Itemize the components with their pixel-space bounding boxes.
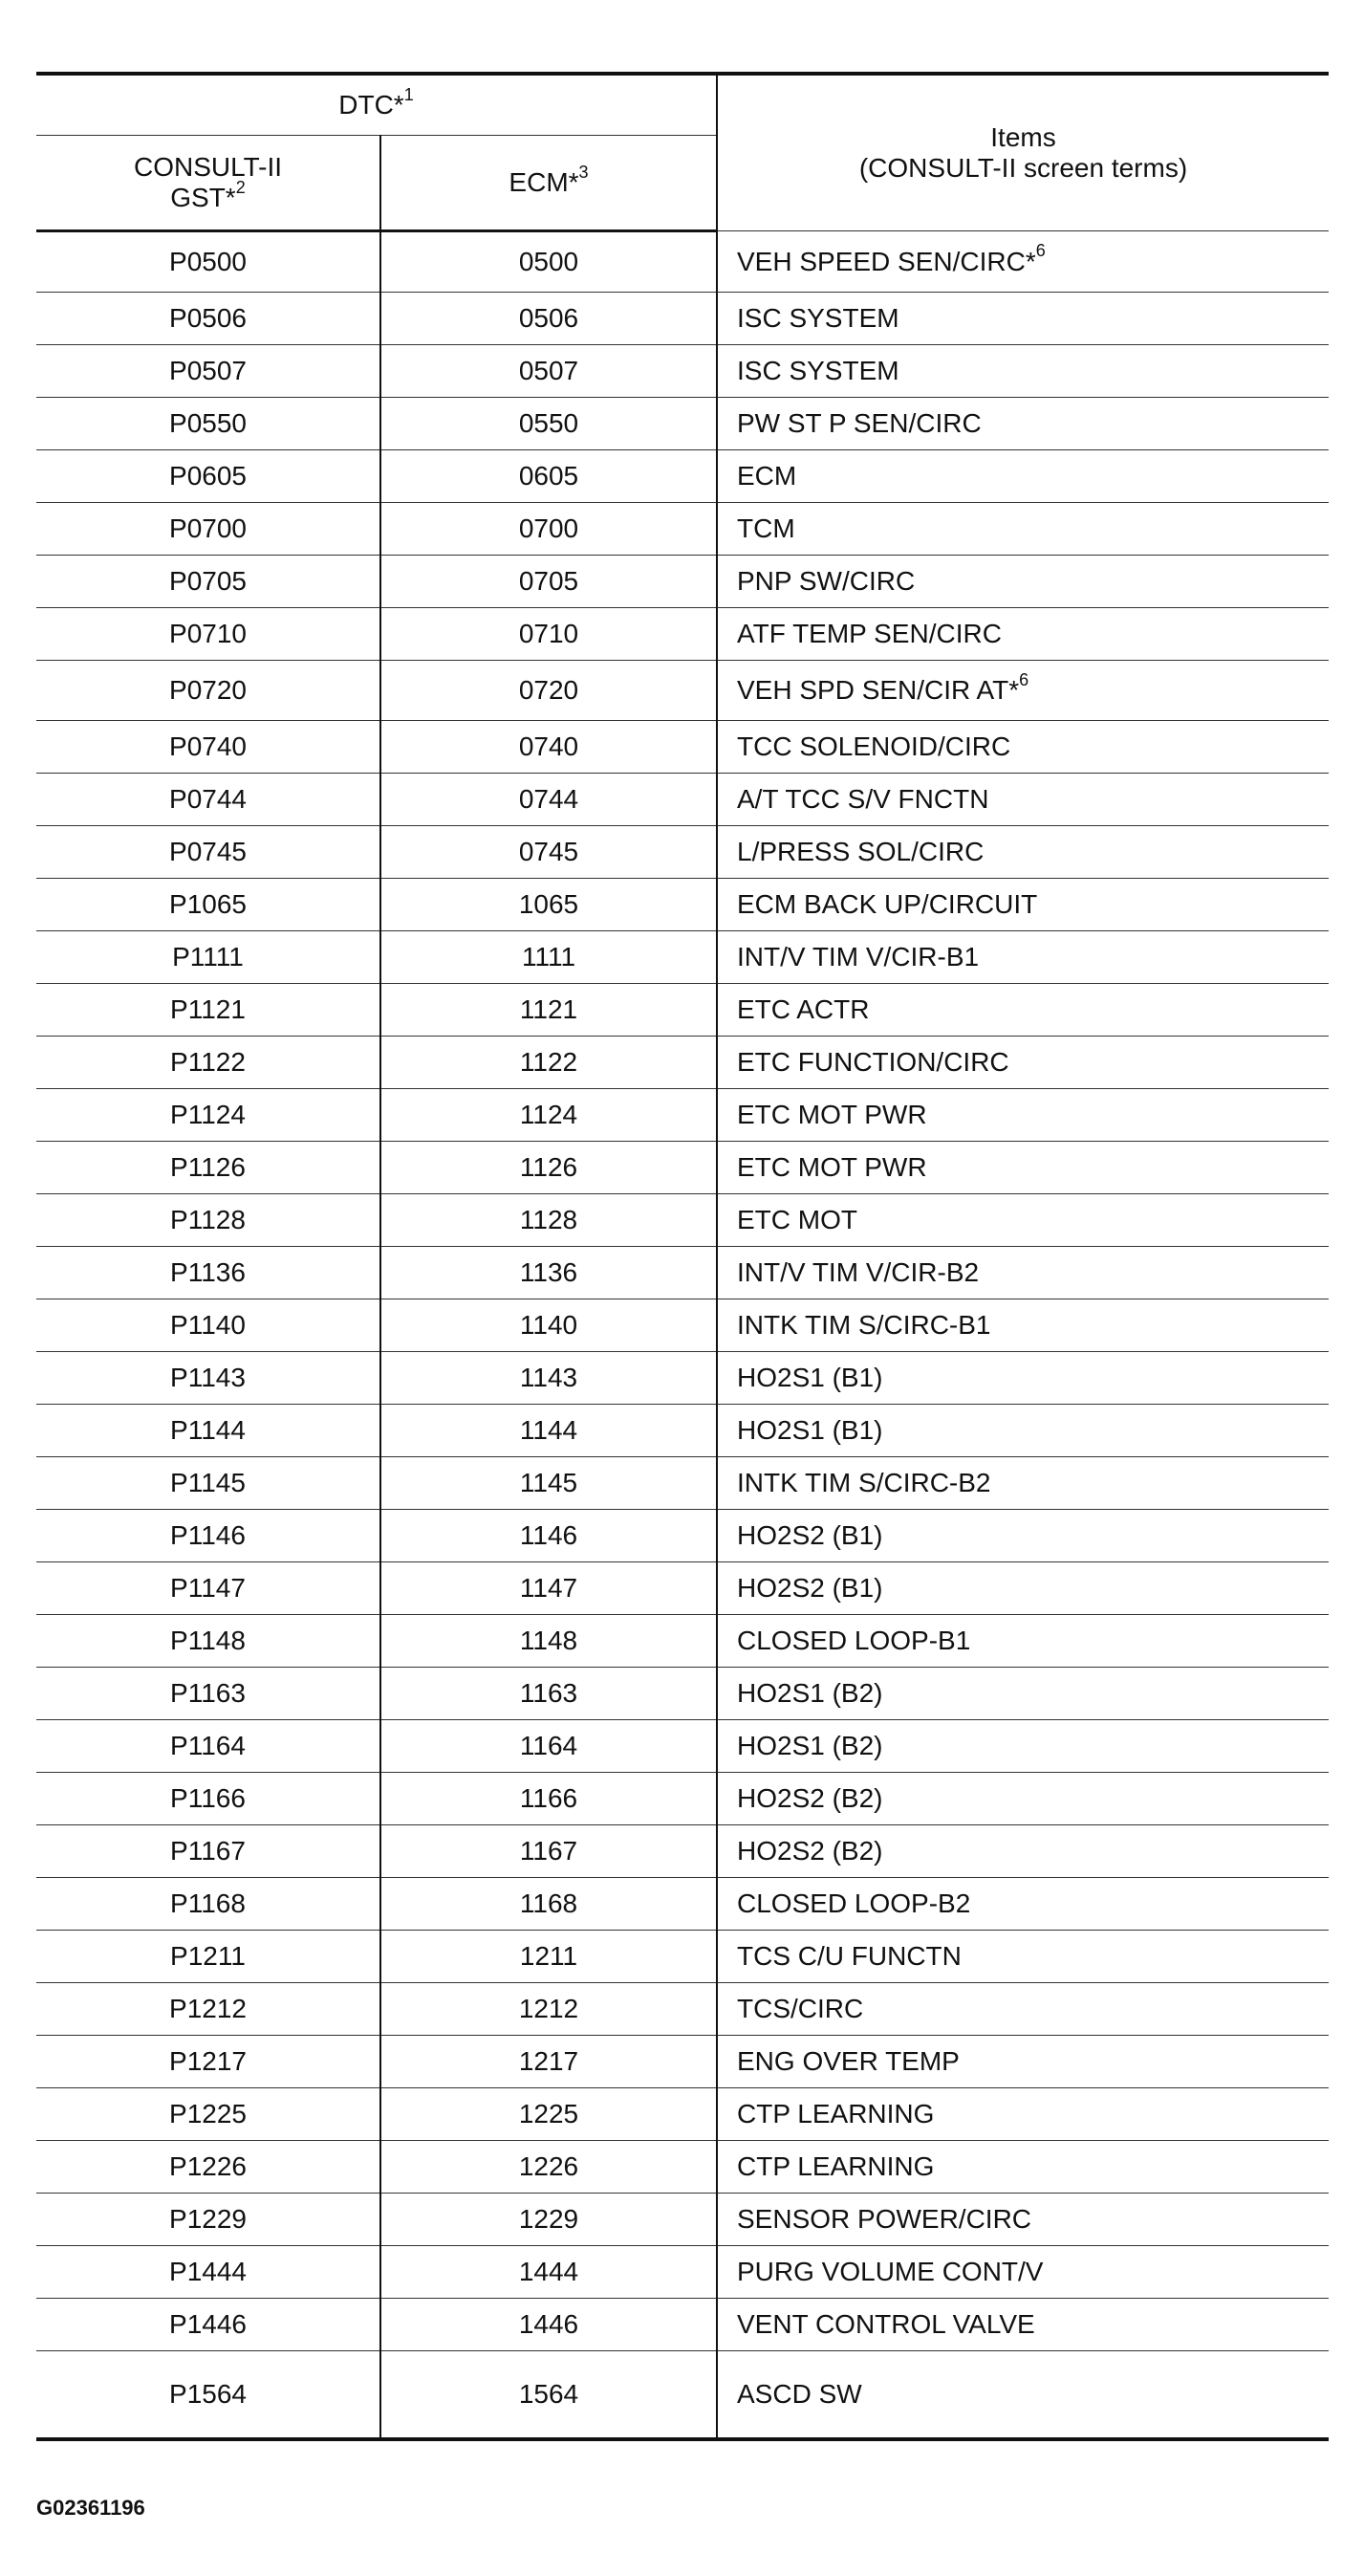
items-header-title: Items xyxy=(990,122,1056,152)
ecm-footnote-ref: 3 xyxy=(578,162,589,182)
table-row xyxy=(36,1720,1329,1773)
consult-code-cell: P0744 xyxy=(36,774,380,826)
ecm-code-cell: 0740 xyxy=(380,721,717,774)
item-cell xyxy=(717,2299,1329,2351)
item-cell xyxy=(717,556,1329,608)
item-text: CLOSED LOOP-B2 xyxy=(737,1888,971,1918)
item-text: ENG OVER TEMP xyxy=(737,2046,960,2076)
consult-code-cell: P1226 xyxy=(36,2141,380,2194)
ecm-code-cell: 1121 xyxy=(380,984,717,1037)
table-row xyxy=(36,1405,1329,1457)
item-text: ETC MOT PWR xyxy=(737,1152,927,1182)
item-cell xyxy=(717,984,1329,1037)
table-row xyxy=(36,345,1329,398)
consult-code-cell: P0705 xyxy=(36,556,380,608)
consult-code-cell: P1168 xyxy=(36,1878,380,1931)
ecm-code-cell: 1168 xyxy=(380,1878,717,1931)
item-text: HO2S1 (B1) xyxy=(737,1415,883,1445)
ecm-code-cell: 1122 xyxy=(380,1037,717,1089)
table-row xyxy=(36,1194,1329,1247)
table-row xyxy=(36,1247,1329,1299)
consult-code-cell: P1163 xyxy=(36,1668,380,1720)
ecm-code-cell: 1166 xyxy=(380,1773,717,1825)
consult-code-cell: P0745 xyxy=(36,826,380,879)
ecm-code-cell: 1211 xyxy=(380,1931,717,1983)
item-text: INT/V TIM V/CIR-B1 xyxy=(737,942,980,971)
item-text: ETC ACTR xyxy=(737,994,870,1024)
item-text: TCM xyxy=(737,513,795,543)
ecm-code-cell: 0605 xyxy=(380,450,717,503)
ecm-code-cell: 1226 xyxy=(380,2141,717,2194)
consult-code-cell: P0500 xyxy=(36,231,380,293)
consult-code-cell: P1212 xyxy=(36,1983,380,2036)
item-text: ETC MOT PWR xyxy=(737,1100,927,1129)
table-row xyxy=(36,1510,1329,1562)
dtc-header xyxy=(36,74,717,136)
dtc-table xyxy=(36,72,1329,2441)
ecm-code-cell: 1225 xyxy=(380,2088,717,2141)
ecm-code-cell: 1111 xyxy=(380,931,717,984)
ecm-code-cell: 1136 xyxy=(380,1247,717,1299)
figure-id: G02361196 xyxy=(36,2496,145,2520)
item-text: HO2S2 (B1) xyxy=(737,1573,883,1603)
ecm-code-cell: 0507 xyxy=(380,345,717,398)
consult-code-cell: P0720 xyxy=(36,661,380,721)
item-text: ECM BACK UP/CIRCUIT xyxy=(737,889,1038,919)
table-row xyxy=(36,1352,1329,1405)
consult-code-cell: P1167 xyxy=(36,1825,380,1878)
table-row xyxy=(36,1668,1329,1720)
item-text: HO2S2 (B2) xyxy=(737,1836,883,1866)
item-text: PURG VOLUME CONT/V xyxy=(737,2257,1044,2286)
ecm-code-cell: 1128 xyxy=(380,1194,717,1247)
table-row xyxy=(36,661,1329,721)
consult-code-cell: P1140 xyxy=(36,1299,380,1352)
item-cell xyxy=(717,931,1329,984)
table-row xyxy=(36,879,1329,931)
table-row xyxy=(36,1615,1329,1668)
ecm-code-cell: 0550 xyxy=(380,398,717,450)
table-row xyxy=(36,2141,1329,2194)
ecm-code-cell: 0705 xyxy=(380,556,717,608)
item-cell xyxy=(717,2351,1329,2440)
consult-code-cell: P1229 xyxy=(36,2194,380,2246)
consult-code-cell: P1111 xyxy=(36,931,380,984)
ecm-code-cell: 1446 xyxy=(380,2299,717,2351)
item-cell xyxy=(717,2246,1329,2299)
item-text: ISC SYSTEM xyxy=(737,356,899,385)
item-text: ETC FUNCTION/CIRC xyxy=(737,1047,1009,1077)
item-text: INTK TIM S/CIRC-B1 xyxy=(737,1310,991,1340)
item-cell xyxy=(717,1668,1329,1720)
item-text: VENT CONTROL VALVE xyxy=(737,2309,1035,2339)
table-row xyxy=(36,1931,1329,1983)
ecm-code-cell: 1167 xyxy=(380,1825,717,1878)
item-text: INTK TIM S/CIRC-B2 xyxy=(737,1468,991,1497)
items-header xyxy=(717,74,1329,231)
table-row xyxy=(36,2194,1329,2246)
item-cell xyxy=(717,1405,1329,1457)
item-text: CTP LEARNING xyxy=(737,2151,935,2181)
item-cell xyxy=(717,2141,1329,2194)
consult-code-cell: P1217 xyxy=(36,2036,380,2088)
item-cell xyxy=(717,1983,1329,2036)
ecm-code-cell: 0745 xyxy=(380,826,717,879)
item-cell xyxy=(717,1194,1329,1247)
consult-code-cell: P1211 xyxy=(36,1931,380,1983)
item-text: ETC MOT xyxy=(737,1205,857,1234)
ecm-code-cell: 1147 xyxy=(380,1562,717,1615)
consult-code-cell: P1444 xyxy=(36,2246,380,2299)
item-cell xyxy=(717,293,1329,345)
consult-code-cell: P1148 xyxy=(36,1615,380,1668)
dtc-footnote-ref: 1 xyxy=(403,84,414,104)
item-text: CLOSED LOOP-B1 xyxy=(737,1626,971,1655)
table-row xyxy=(36,398,1329,450)
consult-code-cell: P1122 xyxy=(36,1037,380,1089)
ecm-code-cell: 1229 xyxy=(380,2194,717,2246)
item-text: ATF TEMP SEN/CIRC xyxy=(737,619,1002,648)
ecm-code-cell: 0500 xyxy=(380,231,717,293)
ecm-code-cell: 1126 xyxy=(380,1142,717,1194)
table-row xyxy=(36,826,1329,879)
ecm-header xyxy=(380,136,717,231)
consult-header-line1: CONSULT-II xyxy=(133,152,283,182)
consult-code-cell: P0506 xyxy=(36,293,380,345)
consult-code-cell: P0740 xyxy=(36,721,380,774)
consult-footnote-ref: 2 xyxy=(235,177,246,197)
item-cell xyxy=(717,1089,1329,1142)
table-row xyxy=(36,1037,1329,1089)
item-text: L/PRESS SOL/CIRC xyxy=(737,837,985,866)
item-cell xyxy=(717,826,1329,879)
item-cell xyxy=(717,345,1329,398)
item-text: A/T TCC S/V FNCTN xyxy=(737,784,989,814)
table-row xyxy=(36,1825,1329,1878)
item-cell xyxy=(717,1615,1329,1668)
table-row xyxy=(36,1983,1329,2036)
consult-code-cell: P1128 xyxy=(36,1194,380,1247)
item-text: VEH SPEED SEN/CIRC* xyxy=(737,246,1036,276)
table-row xyxy=(36,931,1329,984)
ecm-code-cell: 0700 xyxy=(380,503,717,556)
item-cell xyxy=(717,879,1329,931)
table-row xyxy=(36,984,1329,1037)
items-header-subtitle: (CONSULT-II screen terms) xyxy=(858,153,1188,183)
table-row xyxy=(36,774,1329,826)
consult-code-cell: P1124 xyxy=(36,1089,380,1142)
item-cell xyxy=(717,1247,1329,1299)
item-cell xyxy=(717,2194,1329,2246)
consult-code-cell: P1564 xyxy=(36,2351,380,2440)
table-row xyxy=(36,721,1329,774)
consult-code-cell: P0605 xyxy=(36,450,380,503)
ecm-code-cell: 1217 xyxy=(380,2036,717,2088)
item-text: HO2S1 (B2) xyxy=(737,1678,883,1708)
ecm-header-text: ECM* xyxy=(509,167,579,197)
table-row xyxy=(36,2351,1329,2440)
ecm-code-cell: 0744 xyxy=(380,774,717,826)
item-text: HO2S1 (B2) xyxy=(737,1731,883,1760)
item-cell xyxy=(717,1299,1329,1352)
table-row xyxy=(36,2299,1329,2351)
item-text: PW ST P SEN/CIRC xyxy=(737,408,982,438)
consult-code-cell: P1446 xyxy=(36,2299,380,2351)
item-cell xyxy=(717,1352,1329,1405)
item-text: SENSOR POWER/CIRC xyxy=(737,2204,1032,2234)
table-row xyxy=(36,450,1329,503)
item-text: INT/V TIM V/CIR-B2 xyxy=(737,1257,980,1287)
ecm-code-cell: 1212 xyxy=(380,1983,717,2036)
consult-code-cell: P1166 xyxy=(36,1773,380,1825)
item-cell xyxy=(717,1562,1329,1615)
item-cell xyxy=(717,1142,1329,1194)
item-cell xyxy=(717,774,1329,826)
consult-code-cell: P0700 xyxy=(36,503,380,556)
table-row xyxy=(36,2088,1329,2141)
item-text: PNP SW/CIRC xyxy=(737,566,916,596)
table-row xyxy=(36,503,1329,556)
item-cell xyxy=(717,2036,1329,2088)
item-text: TCS/CIRC xyxy=(737,1994,864,2023)
header-row-top xyxy=(36,74,1329,136)
item-cell xyxy=(717,1931,1329,1983)
item-footnote-ref: 6 xyxy=(1035,241,1046,261)
ecm-code-cell: 1444 xyxy=(380,2246,717,2299)
consult-code-cell: P1136 xyxy=(36,1247,380,1299)
consult-code-cell: P1147 xyxy=(36,1562,380,1615)
item-text: HO2S1 (B1) xyxy=(737,1363,883,1392)
consult-code-cell: P1146 xyxy=(36,1510,380,1562)
consult-code-cell: P1225 xyxy=(36,2088,380,2141)
item-text: ECM xyxy=(737,461,797,491)
table-row xyxy=(36,2246,1329,2299)
item-footnote-ref: 6 xyxy=(1019,669,1029,689)
consult-code-cell: P1121 xyxy=(36,984,380,1037)
item-cell xyxy=(717,1878,1329,1931)
ecm-code-cell: 1146 xyxy=(380,1510,717,1562)
consult-code-cell: P0710 xyxy=(36,608,380,661)
table-row xyxy=(36,1878,1329,1931)
consult-code-cell: P1143 xyxy=(36,1352,380,1405)
item-cell xyxy=(717,1720,1329,1773)
ecm-code-cell: 1143 xyxy=(380,1352,717,1405)
item-text: ISC SYSTEM xyxy=(737,303,899,333)
item-cell xyxy=(717,608,1329,661)
item-text: HO2S2 (B2) xyxy=(737,1783,883,1813)
ecm-code-cell: 1065 xyxy=(380,879,717,931)
item-text: TCS C/U FUNCTN xyxy=(737,1941,962,1971)
ecm-code-cell: 0720 xyxy=(380,661,717,721)
item-cell xyxy=(717,1825,1329,1878)
consult-code-cell: P1065 xyxy=(36,879,380,931)
item-text: TCC SOLENOID/CIRC xyxy=(737,731,1011,761)
item-cell xyxy=(717,2088,1329,2141)
item-text: CTP LEARNING xyxy=(737,2099,935,2128)
item-cell xyxy=(717,1457,1329,1510)
item-cell xyxy=(717,450,1329,503)
ecm-code-cell: 1145 xyxy=(380,1457,717,1510)
ecm-code-cell: 1140 xyxy=(380,1299,717,1352)
ecm-code-cell: 0506 xyxy=(380,293,717,345)
consult-code-cell: P1164 xyxy=(36,1720,380,1773)
item-cell xyxy=(717,1037,1329,1089)
ecm-code-cell: 0710 xyxy=(380,608,717,661)
item-text: HO2S2 (B1) xyxy=(737,1520,883,1550)
table-row xyxy=(36,608,1329,661)
table-row xyxy=(36,2036,1329,2088)
consult-code-cell: P0507 xyxy=(36,345,380,398)
ecm-code-cell: 1148 xyxy=(380,1615,717,1668)
table-row xyxy=(36,1457,1329,1510)
item-cell xyxy=(717,661,1329,721)
consult-code-cell: P1126 xyxy=(36,1142,380,1194)
ecm-code-cell: 1124 xyxy=(380,1089,717,1142)
ecm-code-cell: 1164 xyxy=(380,1720,717,1773)
table-row xyxy=(36,1142,1329,1194)
consult-code-cell: P0550 xyxy=(36,398,380,450)
item-cell xyxy=(717,503,1329,556)
table-row xyxy=(36,293,1329,345)
item-text: ASCD SW xyxy=(737,2379,862,2409)
table-row xyxy=(36,556,1329,608)
consult-code-cell: P1144 xyxy=(36,1405,380,1457)
consult-code-cell: P1145 xyxy=(36,1457,380,1510)
dtc-header-text: DTC* xyxy=(338,90,404,120)
ecm-code-cell: 1163 xyxy=(380,1668,717,1720)
consult-header-line2: GST* xyxy=(170,183,236,212)
item-cell xyxy=(717,1510,1329,1562)
item-cell xyxy=(717,1773,1329,1825)
table-row xyxy=(36,1299,1329,1352)
item-cell xyxy=(717,721,1329,774)
item-text: VEH SPD SEN/CIR AT* xyxy=(737,675,1020,705)
table-row xyxy=(36,1773,1329,1825)
consult-header xyxy=(36,136,380,231)
table-row xyxy=(36,231,1329,293)
table-row xyxy=(36,1089,1329,1142)
table-row xyxy=(36,1562,1329,1615)
ecm-code-cell: 1144 xyxy=(380,1405,717,1457)
item-cell xyxy=(717,398,1329,450)
item-cell xyxy=(717,231,1329,293)
ecm-code-cell: 1564 xyxy=(380,2351,717,2440)
